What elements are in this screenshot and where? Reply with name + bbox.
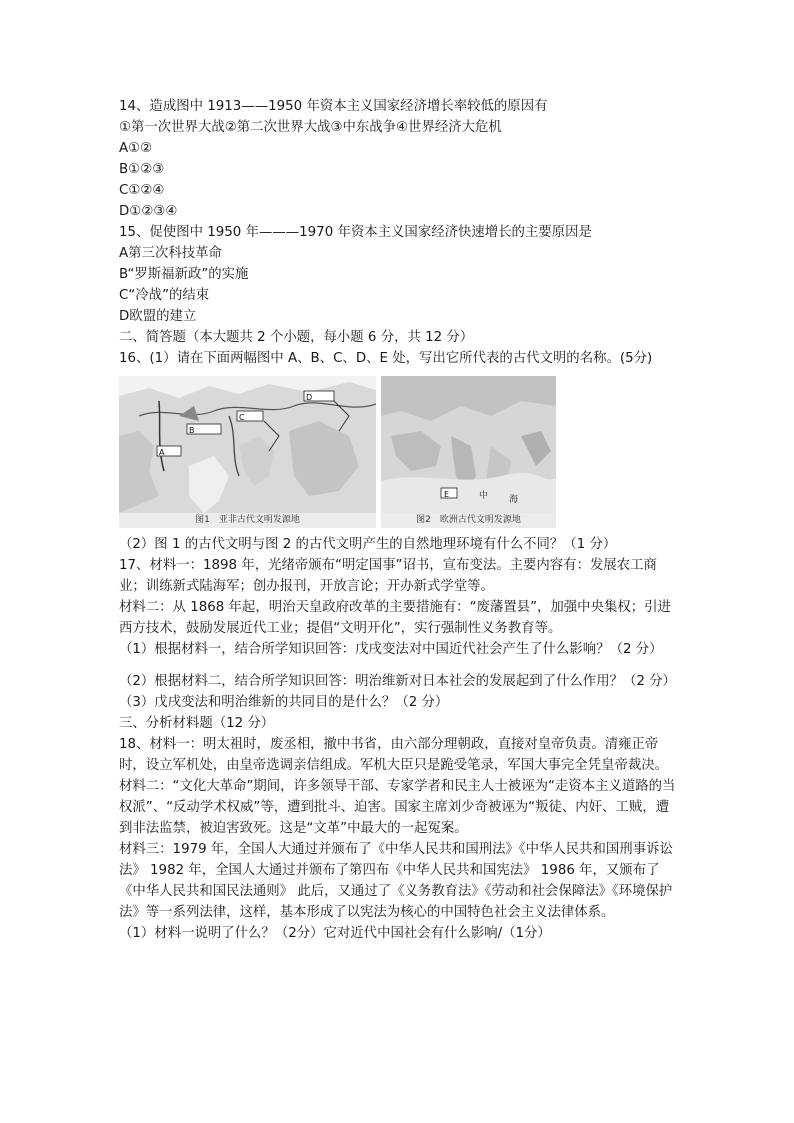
q15-option-a: A第三次科技革命: [119, 246, 222, 261]
q16-maps: [119, 376, 679, 528]
q14-items: ①第一次世界大战②第二次世界大战③中东战争④世界经济大危机: [119, 120, 502, 135]
map-figure-1-caption: 图1 亚非古代文明发源地: [119, 513, 376, 528]
q15-option-c: C“冷战”的结束: [119, 288, 210, 303]
q17-material-2: 材料二：从 1868 年起，明治天皇政府改革的主要措施有：“废藩置县”，加强中央集权；引进西方技术，鼓励发展近代工业；提倡“文明开化”，实行强制性义务教育等。: [119, 600, 671, 636]
q14-stem: 14、造成图中 1913——1950 年资本主义国家经济增长率较低的原因有: [119, 99, 548, 114]
q14-option-a: A①②: [119, 141, 153, 156]
map-label-c: C: [239, 413, 245, 422]
q16-part1: 16、(1）请在下面两幅图中 A、B、C、D、E 处，写出它所代表的古代文明的名称。(5分): [119, 351, 653, 366]
asia-africa-map-image: [119, 376, 376, 528]
map-label-d: D: [306, 393, 313, 402]
q15-stem: 15、促使图中 1950 年———1970 年资本主义国家经济快速增长的主要原因是: [119, 225, 592, 240]
europe-map-image: [381, 376, 556, 528]
map-label-hai: 海: [509, 495, 519, 505]
map-label-a: A: [159, 448, 165, 457]
map-figure-2: [381, 376, 556, 528]
q15-option-d: D欧盟的建立: [119, 309, 197, 324]
map-figure-1: [119, 376, 376, 528]
map-figure-2-caption: 图2 欧洲古代文明发源地: [381, 513, 556, 528]
q14-option-c: C①②④: [119, 183, 165, 198]
section-3-heading: 三、分析材料题（12 分）: [119, 716, 275, 731]
q18-material-1: 18、材料一：明太祖时，废丞相，撤中书省，由六部分理朝政，直接对皇帝负责。清雍正帝时，设立军机处，由皇帝选调亲信组成。军机大臣只是跪受笔录，军国大事完全凭皇帝裁决。: [119, 737, 669, 773]
q18-material-2: 材料二：“文化大革命”期间，许多领导干部、专家学者和民主人士被诬为“走资本主义道路的当权派”、“反动学术权威”等，遭到批斗、迫害。国家主席刘少奇被诬为“叛徒、内奸、工贼，遭到非法监禁，被迫害致死。这是“文革”中最大的一起冤案。: [119, 779, 676, 836]
q17-part2: （2）根据材料二，结合所学知识回答：明治维新对日本社会的发展起到了什么作用？（2 分）: [119, 674, 676, 689]
q18-material-3: 材料三：1979 年，全国人大通过并颁布了《中华人民共和国刑法》《中华人民共和国刑事诉讼法》 1982 年，全国人大通过并颁布了第四布《中华人民共和国宪法》 1986 年，又颁布了《中华人民共和国民法通则》 此后，又通过了《义务教育法》《劳动和社会保障法》《环境保护法》等一系列法律，这样，基本形成了以宪法为核心的中国特色社会主义法律体系。: [119, 842, 673, 920]
map-label-b: B: [189, 426, 195, 435]
q17-part3: （3）戊戌变法和明治维新的共同目的是什么？（2 分）: [119, 695, 449, 710]
map-label-e: E: [444, 490, 450, 499]
answer-space: [119, 660, 679, 671]
q18-part1: （1）材料一说明了什么？（2分）它对近代中国社会有什么影响/（1分）: [119, 926, 551, 941]
q14-option-b: B①②③: [119, 162, 165, 177]
q17-part1: （1）根据材料一，结合所学知识回答：戊戌变法对中国近代社会产生了什么影响？（2 分）: [119, 642, 663, 657]
exam-content: [119, 96, 679, 944]
q14-option-d: D①②③④: [119, 204, 178, 219]
q16-part2: （2）图 1 的古代文明与图 2 的古代文明产生的自然地理环境有什么不同？（1 分）: [119, 537, 617, 552]
section-2-heading: 二、简答题（本大题共 2 个小题，每小题 6 分，共 12 分）: [119, 330, 474, 345]
map-label-zhong: 中: [479, 491, 489, 501]
q15-option-b: B“罗斯福新政”的实施: [119, 267, 249, 282]
q17-material-1: 17、材料一：1898 年，光绪帝颁布“明定国事”诏书，宣布变法。主要内容有：发展农工商业；训练新式陆海军；创办报刊，开放言论；开办新式学堂等。: [119, 558, 657, 594]
